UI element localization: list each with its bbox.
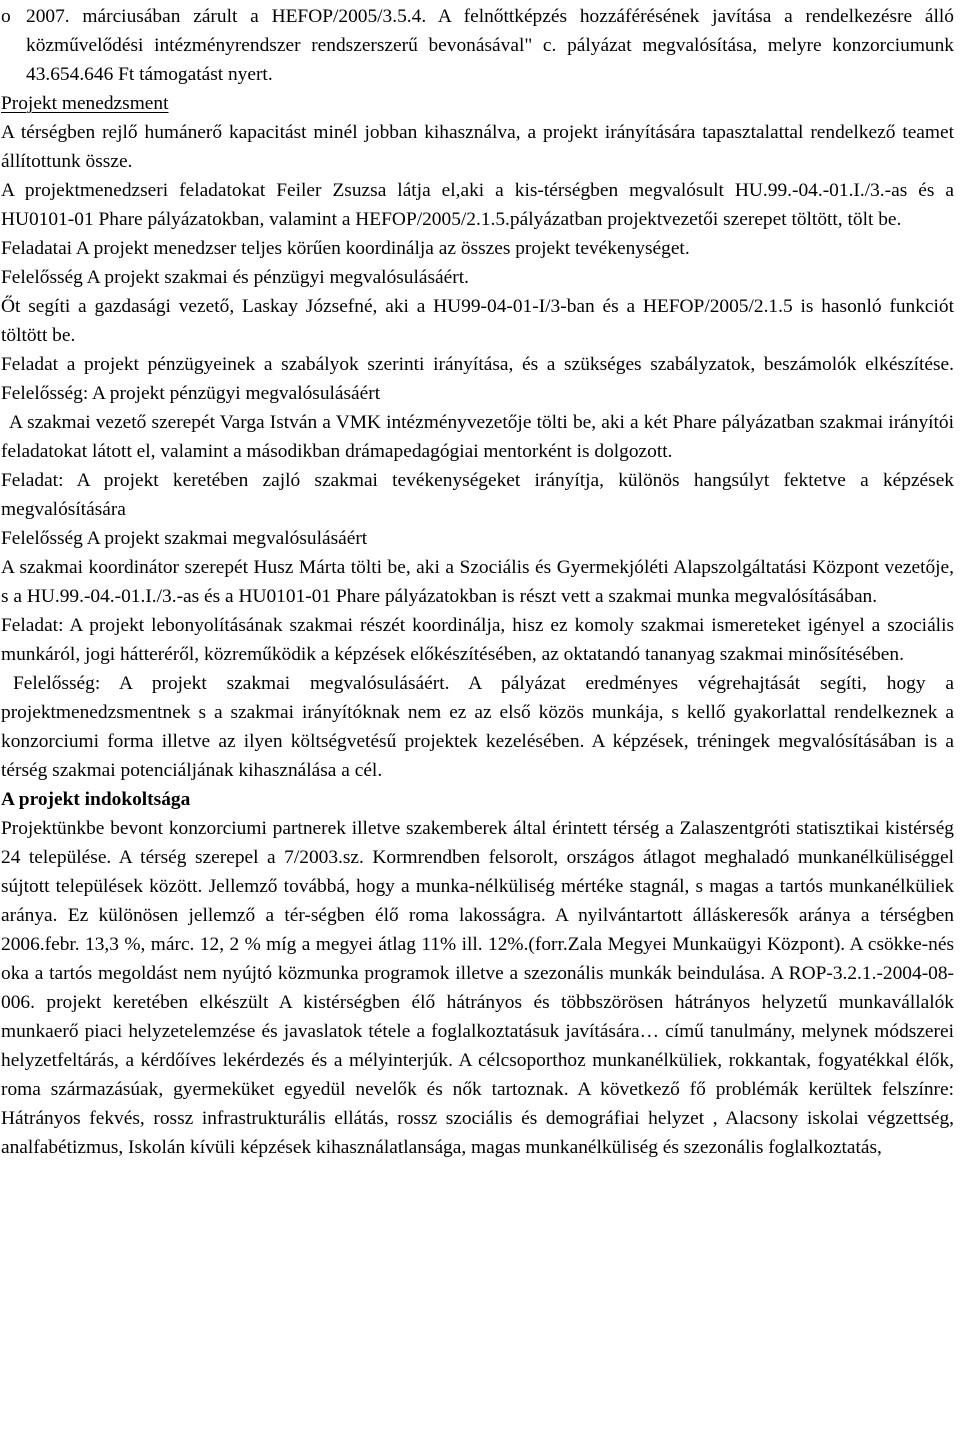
paragraph-professional-responsibility: Felelősség A projekt szakmai megvalósulásáért: [1, 528, 368, 549]
paragraph-professional-lead: A szakmai vezető szerepét Varga István a VMK intézményvezetője tölti be, aki a két Phare pályázatban szakmai irányítói feladatokat látott el, valamint a másodikban drámapedagógiai mentorként is dolgozott.: [1, 412, 954, 462]
paragraph-coordinator-responsibility: Felelősség: A projekt szakmai megvalósulásáért. A pályázat eredményes végrehajtását segíti, hogy a projektmenedzsmentnek s a szakmai irányítóknak nem ez az első közös munkája, s kellő gyakorlattal rendelkeznek a konzorciumi forma illetve az ilyen költségvetésű projektek kezelésében. A képzések, tréningek megvalósításában is a térség szakmai potenciáljának kihasználása a cél.: [1, 673, 954, 781]
paragraph-coordinator: A szakmai koordinátor szerepét Husz Márta tölti be, aki a Szociális és Gyermekjóléti Alapszolgáltatási Központ vezetője, s a HU.99.-04.-01.I./3.-as és a HU0101-01 Phare pályázatokban is részt vett a szakmai munka megvalósításában.: [1, 557, 954, 607]
section-heading-justification: A projekt indokoltsága: [1, 789, 191, 810]
paragraph-coordinator-tasks: Feladat: A projekt lebonyolításának szakmai részét koordinálja, hisz ez komoly szakmai ismereteket igényel a szociális munkáról, jogi hátteréről, közreműködik a képzések előkészítésében, az oktatandó tananyag szakmai minősítésében.: [1, 615, 954, 665]
bullet-item-text: 2007. márciusában zárult a HEFOP/2005/3.5.4. A felnőttképzés hozzáférésének javítása a rendelkezésre álló közművelődési intézményrendszer rendszerszerű bevonásával" c. pályázat megvalósítása, melyre konzorciumunk 43.654.646 Ft támogatást nyert.: [26, 6, 954, 85]
paragraph-justification-body: Projektünkbe bevont konzorciumi partnerek illetve szakemberek által érintett térség a Zalaszentgróti statisztikai kistérség 24 települése. A térség szerepel a 7/2003.sz. Kormrendben felsorolt, országos átlagot meghaladó munkanélküliséggel sújtott települések között. Jellemző továbbá, hogy a munka-nélküliség mértéke stagnál, s magas a tartós munkanélküliek aránya. Ez különösen jellemző a tér-ségben élő roma lakosságra. A nyilvántartott álláskeresők aránya a térségben 2006.febr. 13,3 %, márc. 12, 2 % míg a megyei átlag 11% ill. 12%.(forr.Zala Megyei Munkaügyi Központ). A csökke-nés oka a tartós megoldást nem nyújtó közmunka programok illetve a szezonális munkák beindulása. A ROP-3.2.1.-2004-08-006. projekt keretében elkészült A kistérségben élő hátrányos és többszörösen hátrányos helyzetű munkavállalók munkaerő piaci helyzetelemzése és javaslatok tétele a foglalkoztatásuk javítására… című tanulmány, melynek módszerei helyzetfeltárás, a kérdőíves lekérdezés és a mélyinterjúk. A célcsoporthoz munkanélküliek, rokkantak, fogyatékkal élők, roma származásúak, gyermeküket egyedül nevelők és nők tartoznak. A következő fő problémák kerültek felszínre: Hátrányos fekvés, rossz infrastrukturális ellátás, rossz szociális és demográfiai helyzet , Alacsony iskolai végzettség, analfabétizmus, Iskolán kívüli képzések kihasználatlansága, magas munkanélküliség és szezonális foglalkoztatás,: [1, 818, 954, 1158]
paragraph-professional-tasks: Feladat: A projekt keretében zajló szakmai tevékenységeket irányítja, különös hangsúlyt fektetve a képzések megvalósítására: [1, 470, 954, 520]
paragraph-finance-tasks: Feladat a projekt pénzügyeinek a szabályok szerinti irányítása, és a szükséges szabályzatok, beszámolók elkészítése. Felelősség: A projekt pénzügyi megvalósulásáért: [1, 354, 954, 404]
bullet-marker: o: [1, 6, 11, 27]
section-heading-project-management: Projekt menedzsment: [1, 93, 169, 114]
paragraph-manager-responsibility: Felelősség A projekt szakmai és pénzügyi megvalósulásáért.: [1, 267, 469, 288]
paragraph-project-manager: A projektmenedzseri feladatokat Feiler Zsuzsa látja el,aki a kis-térségben megvalósult HU.99.-04.-01.I./3.-as és a HU0101-01 Phare pályázatokban, valamint a HEFOP/2005/2.1.5.pályázatban projektvezetői szerepet töltött, tölt be.: [1, 180, 954, 230]
paragraph-manager-tasks: Feladatai A projekt menedzser teljes körűen koordinálja az összes projekt tevékenységet.: [1, 238, 690, 259]
bullet-list-item: [1, 2, 954, 89]
paragraph-finance-lead: Őt segíti a gazdasági vezető, Laskay Józsefné, aki a HU99-04-01-I/3-ban és a HEFOP/2005/2.1.5 is hasonló funkciót töltött be.: [1, 296, 954, 346]
paragraph-team-intro: A térségben rejlő humánerő kapacitást minél jobban kihasználva, a projekt irányítására tapasztalattal rendelkező teamet állítottunk össze.: [1, 122, 954, 172]
